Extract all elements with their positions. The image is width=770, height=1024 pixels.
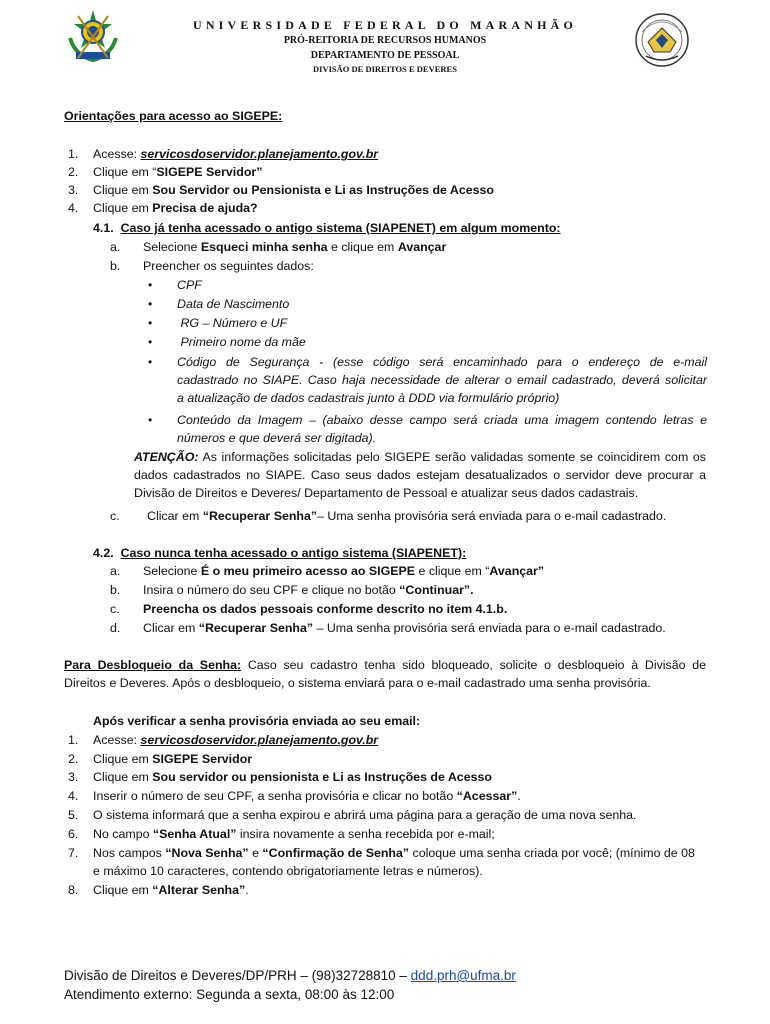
item-text: Selecione xyxy=(143,240,201,254)
step-text-continued: e máximo 10 caracteres, contendo obrigatoriamente letras e números). xyxy=(93,864,483,878)
step-text: Acesse: xyxy=(93,733,141,747)
step-number: 4. xyxy=(68,201,79,215)
item-bold: “Continuar”. xyxy=(399,583,474,597)
step-bold: Sou servidor ou pensionista e Li as Instruções de Acesso xyxy=(152,770,492,784)
item-text: Preencher os seguintes dados: xyxy=(143,259,314,273)
bullet-text: Primeiro nome da mãe xyxy=(177,335,306,349)
step-text: Inserir o número de seu CPF, a senha provisória e clicar no botão xyxy=(93,789,457,803)
step-bold: “Confirmação de Senha” xyxy=(262,846,410,860)
bullet-line: a atualização de dados cadastrais junto à DDD via formulário próprio) xyxy=(177,391,560,405)
atencao-text: As informações solicitadas pelo SIGEPE serão validadas somente se coincidirem com os xyxy=(198,450,706,464)
desbloqueio-text: Caso seu cadastro tenha sido bloqueado, solicite o desbloqueio à Divisão de xyxy=(241,658,706,672)
step-number: 1. xyxy=(68,147,79,161)
bullet-dot: • xyxy=(148,413,153,427)
brazil-coat-of-arms-logo xyxy=(64,8,122,64)
section-4-1-heading xyxy=(93,219,561,237)
item-letter: c. xyxy=(110,509,120,523)
bullet-text xyxy=(177,411,707,447)
step-text: Clique em “ xyxy=(93,165,157,179)
item-text: Selecione xyxy=(143,564,201,578)
step-text: . xyxy=(517,789,521,803)
step-text: Clique em xyxy=(93,883,153,897)
step-text: . xyxy=(245,883,249,897)
item-text: e clique em “ xyxy=(415,564,490,578)
step-text: O sistema informará que a senha expirou e abrirá uma página para a geração de uma nova senha. xyxy=(93,808,637,822)
bullet-text: CPF xyxy=(177,278,202,292)
step-bold: Sou Servidor ou Pensionista e Li as Instruções de Acesso xyxy=(152,183,494,197)
item-bold: Avançar xyxy=(397,240,447,254)
step-number: 8. xyxy=(68,883,79,897)
university-name: UNIVERSIDADE FEDERAL DO MARANHÃO xyxy=(192,18,578,32)
atencao-text: dados cadastrados no SIAPE. Caso seus dados estejam desatualizados o servidor deve procurar a xyxy=(134,468,706,482)
bullet-line: Código de Segurança - (esse código será encaminhado para o endereço de e-mail xyxy=(177,355,707,369)
step-bold: “Alterar Senha” xyxy=(152,883,246,897)
step-number: 4. xyxy=(68,789,79,803)
step-text: Nos campos xyxy=(93,846,166,860)
step-number: 2. xyxy=(68,752,79,766)
item-text: Clicar em xyxy=(143,621,199,635)
desbloqueio-label: Para Desbloqueio da Senha: xyxy=(64,658,242,672)
bullet-dot: • xyxy=(148,316,153,330)
item-text: – Uma senha provisória será enviada para o e-mail cadastrado. xyxy=(317,509,667,523)
desbloqueio-paragraph xyxy=(64,656,706,692)
item-bold: Avançar” xyxy=(489,564,545,578)
atencao-text: Divisão de Direitos e Deveres/ Departamento de Pessoal e atualizar seus dados cadastrais. xyxy=(134,486,639,500)
item-text: – Uma senha provisória será enviada para o e-mail cadastrado. xyxy=(313,621,666,635)
divisao-name: DIVISÃO DE DIREITOS E DEVERES xyxy=(313,64,457,74)
step-text: coloque uma senha criada por você; (mínimo de 08 xyxy=(409,846,695,860)
item-bold: “Recuperar Senha” xyxy=(198,621,314,635)
step-bold: Precisa de ajuda? xyxy=(152,201,258,215)
item-text: Clicar em xyxy=(147,509,203,523)
item-letter: a. xyxy=(110,564,121,578)
section-4-2-heading xyxy=(93,544,466,562)
bullet-line: cadastrado no SIAPE. Caso haja necessidade de alterar o email cadastrado, deverá solicitar xyxy=(177,373,707,387)
item-bold: Preencha os dados pessoais conforme descrito no item 4.1.b. xyxy=(143,602,508,616)
footer-contact xyxy=(64,966,516,985)
item-text: e clique em xyxy=(327,240,398,254)
step-number: 2. xyxy=(68,165,79,179)
step-number: 6. xyxy=(68,827,79,841)
section-title: Caso nunca tenha acessado o antigo sistema (SIAPENET): xyxy=(120,546,467,560)
item-text: Insira o número do seu CPF e clique no botão xyxy=(143,583,400,597)
section-title: Caso já tenha acessado o antigo sistema (SIAPENET) em algum momento: xyxy=(120,221,561,235)
step-text: Clique em xyxy=(93,183,153,197)
bullet-dot: • xyxy=(148,355,153,369)
step-text: Acesse: xyxy=(93,147,141,161)
item-letter: a. xyxy=(110,240,121,254)
step-text: Clique em xyxy=(93,201,153,215)
step-bold: “Acessar” xyxy=(456,789,518,803)
step-bold: “Senha Atual” xyxy=(152,827,237,841)
item-letter: b. xyxy=(110,259,121,273)
bullet-dot: • xyxy=(148,335,153,349)
item-letter: b. xyxy=(110,583,121,597)
step-text: insira novamente a senha recebida por e-mail; xyxy=(236,827,495,841)
bullet-dot: • xyxy=(148,297,153,311)
section-number: 4.1. xyxy=(93,221,114,235)
atencao-note xyxy=(134,448,706,502)
step-text: e xyxy=(248,846,263,860)
step-number: 3. xyxy=(68,183,79,197)
step-number: 5. xyxy=(68,808,79,822)
email-link[interactable]: ddd.prh@ufma.br xyxy=(410,968,516,983)
step-number: 7. xyxy=(68,846,79,860)
desbloqueio-text: Direitos e Deveres. Após o desbloqueio, o sistema enviará para o e-mail cadastrado uma senha provisória. xyxy=(64,676,651,690)
section-number: 4.2. xyxy=(93,546,114,560)
step-bold: SIGEPE Servidor xyxy=(152,752,253,766)
sigepe-link[interactable]: servicosdoservidor.planejamento.gov.br xyxy=(140,733,379,747)
sigepe-link[interactable]: servicosdoservidor.planejamento.gov.br xyxy=(140,147,379,161)
apos-heading: Após verificar a senha provisória enviada ao seu email: xyxy=(93,714,421,728)
footer-text: Divisão de Direitos e Deveres/DP/PRH – (98)32728810 – xyxy=(64,968,411,983)
bullet-text: Data de Nascimento xyxy=(177,297,290,311)
bullet-text xyxy=(177,353,707,407)
step-number: 1. xyxy=(68,733,79,747)
step-bold: “Nova Senha” xyxy=(165,846,249,860)
ufma-seal-logo xyxy=(632,12,692,68)
step-text: Clique em xyxy=(93,770,153,784)
bullet-line: números e que deverá ser digitada). xyxy=(177,431,377,445)
item-bold: É o meu primeiro acesso ao SIGEPE xyxy=(200,564,416,578)
bullet-dot: • xyxy=(148,278,153,292)
footer-hours: Atendimento externo: Segunda a sexta, 08:00 às 12:00 xyxy=(64,987,395,1002)
atencao-label: ATENÇÃO: xyxy=(134,450,199,464)
step-number: 3. xyxy=(68,770,79,784)
item-bold: “Recuperar Senha” xyxy=(202,509,318,523)
item-letter: d. xyxy=(110,621,121,635)
pro-reitoria-name: PRÓ-REITORIA DE RECURSOS HUMANOS xyxy=(283,35,487,46)
page-title: Orientações para acesso ao SIGEPE: xyxy=(64,109,283,123)
departamento-name: DEPARTAMENTO DE PESSOAL xyxy=(310,50,460,61)
step-text: Clique em xyxy=(93,752,153,766)
step-text: No campo xyxy=(93,827,153,841)
item-bold: Esqueci minha senha xyxy=(200,240,328,254)
item-letter: c. xyxy=(110,602,120,616)
bullet-line: Conteúdo da Imagem – (abaixo desse campo será criada uma imagem contendo letras e xyxy=(177,413,707,427)
bullet-text: RG – Número e UF xyxy=(177,316,288,330)
step-bold: SIGEPE Servidor” xyxy=(156,165,263,179)
